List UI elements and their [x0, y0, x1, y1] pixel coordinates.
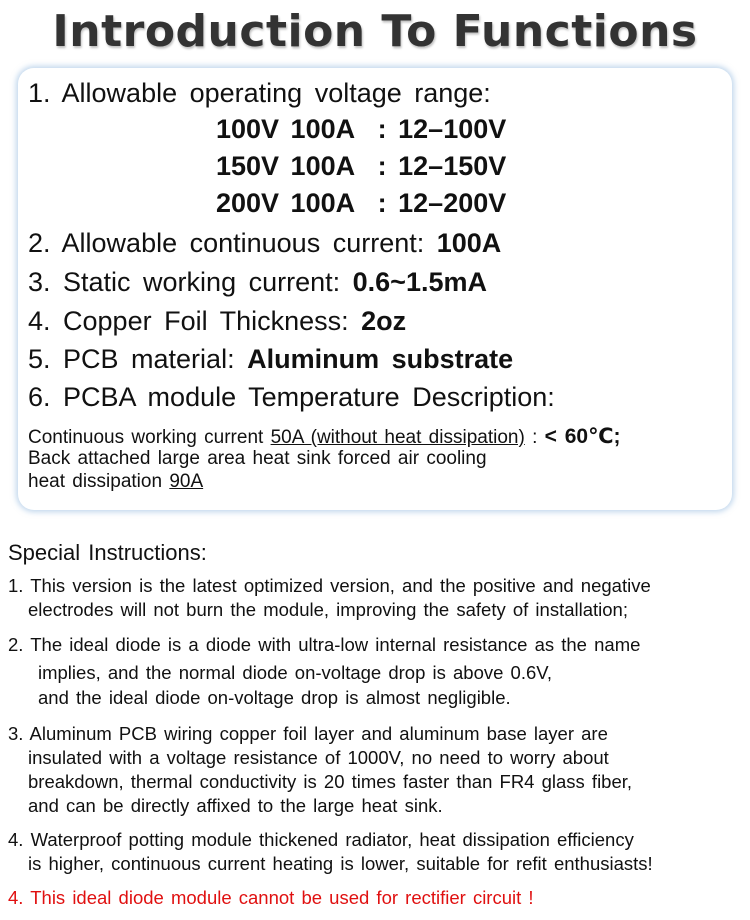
item-value: 2oz	[361, 306, 407, 336]
item-copper-foil	[28, 306, 406, 337]
voltage-row	[216, 151, 506, 182]
instruction-2-line: 2. The ideal diode is a diode with ultra-low internal resistance as the name	[8, 634, 641, 655]
temp-value: < 60℃;	[544, 425, 621, 448]
item-continuous-current	[28, 228, 501, 259]
instruction-4-line: 4. Waterproof potting module thickened radiator, heat dissipation efficiency	[8, 829, 634, 850]
voltage-range: 12–100V	[398, 114, 507, 144]
voltage-range: 12–150V	[398, 151, 507, 181]
voltage-separator: :	[377, 151, 387, 181]
temp-line-2: Back attached large area heat sink forced air cooling	[28, 448, 487, 469]
item-value: 0.6~1.5mA	[352, 267, 487, 297]
item-label: 2. Allowable continuous current:	[28, 228, 425, 258]
item-value: 100A	[436, 228, 502, 258]
instruction-3-line: and can be directly affixed to the large heat sink.	[28, 795, 443, 816]
temp-separator: :	[532, 427, 538, 448]
item-pcb-material	[28, 344, 513, 375]
rectifier-warning: 4. This ideal diode module cannot be used for rectifier circuit !	[8, 887, 534, 908]
instruction-4-line: is higher, continuous current heating is lower, suitable for refit enthusiasts!	[28, 853, 653, 874]
page-title: Introduction To Functions	[52, 6, 698, 57]
instruction-2-line: implies, and the normal diode on-voltage drop is above 0.6V,	[38, 662, 553, 683]
instruction-1-line: electrodes will not burn the module, improving the safety of installation;	[28, 599, 628, 620]
voltage-model: 200V 100A	[216, 188, 355, 218]
temp-text: Continuous working current	[28, 427, 264, 448]
instruction-3-line: breakdown, thermal conductivity is 20 times faster than FR4 glass fiber,	[28, 771, 633, 792]
temp-line-3	[28, 471, 203, 493]
instruction-2-line: and the ideal diode on-voltage drop is almost negligible.	[38, 687, 511, 708]
temp-text: heat dissipation	[28, 471, 163, 492]
voltage-model: 150V 100A	[216, 151, 355, 181]
instruction-3-line: insulated with a voltage resistance of 1000V, no need to worry about	[28, 747, 609, 768]
voltage-separator: :	[377, 114, 387, 144]
instruction-3-line: 3. Aluminum PCB wiring copper foil layer and aluminum base layer are	[8, 723, 608, 744]
voltage-row	[216, 188, 506, 219]
functions-card	[18, 68, 732, 510]
item-label: 3. Static working current:	[28, 267, 341, 297]
item-temperature: 6. PCBA module Temperature Description:	[28, 382, 555, 412]
instruction-1-line: 1. This version is the latest optimized version, and the positive and negative	[8, 575, 651, 596]
temp-underlined: 90A	[169, 471, 204, 492]
temp-underlined: 50A (without heat dissipation)	[270, 427, 525, 448]
voltage-range: 12–200V	[398, 188, 507, 218]
item-value: Aluminum substrate	[247, 344, 514, 374]
item-operating-voltage: 1. Allowable operating voltage range:	[28, 78, 491, 108]
item-label: 5. PCB material:	[28, 344, 235, 374]
voltage-model: 100V 100A	[216, 114, 355, 144]
item-label: 4. Copper Foil Thickness:	[28, 306, 349, 336]
voltage-row	[216, 114, 506, 145]
temp-line-1	[28, 424, 621, 449]
special-instructions-title: Special Instructions:	[8, 540, 207, 565]
item-static-current	[28, 267, 487, 298]
voltage-separator: :	[377, 188, 387, 218]
